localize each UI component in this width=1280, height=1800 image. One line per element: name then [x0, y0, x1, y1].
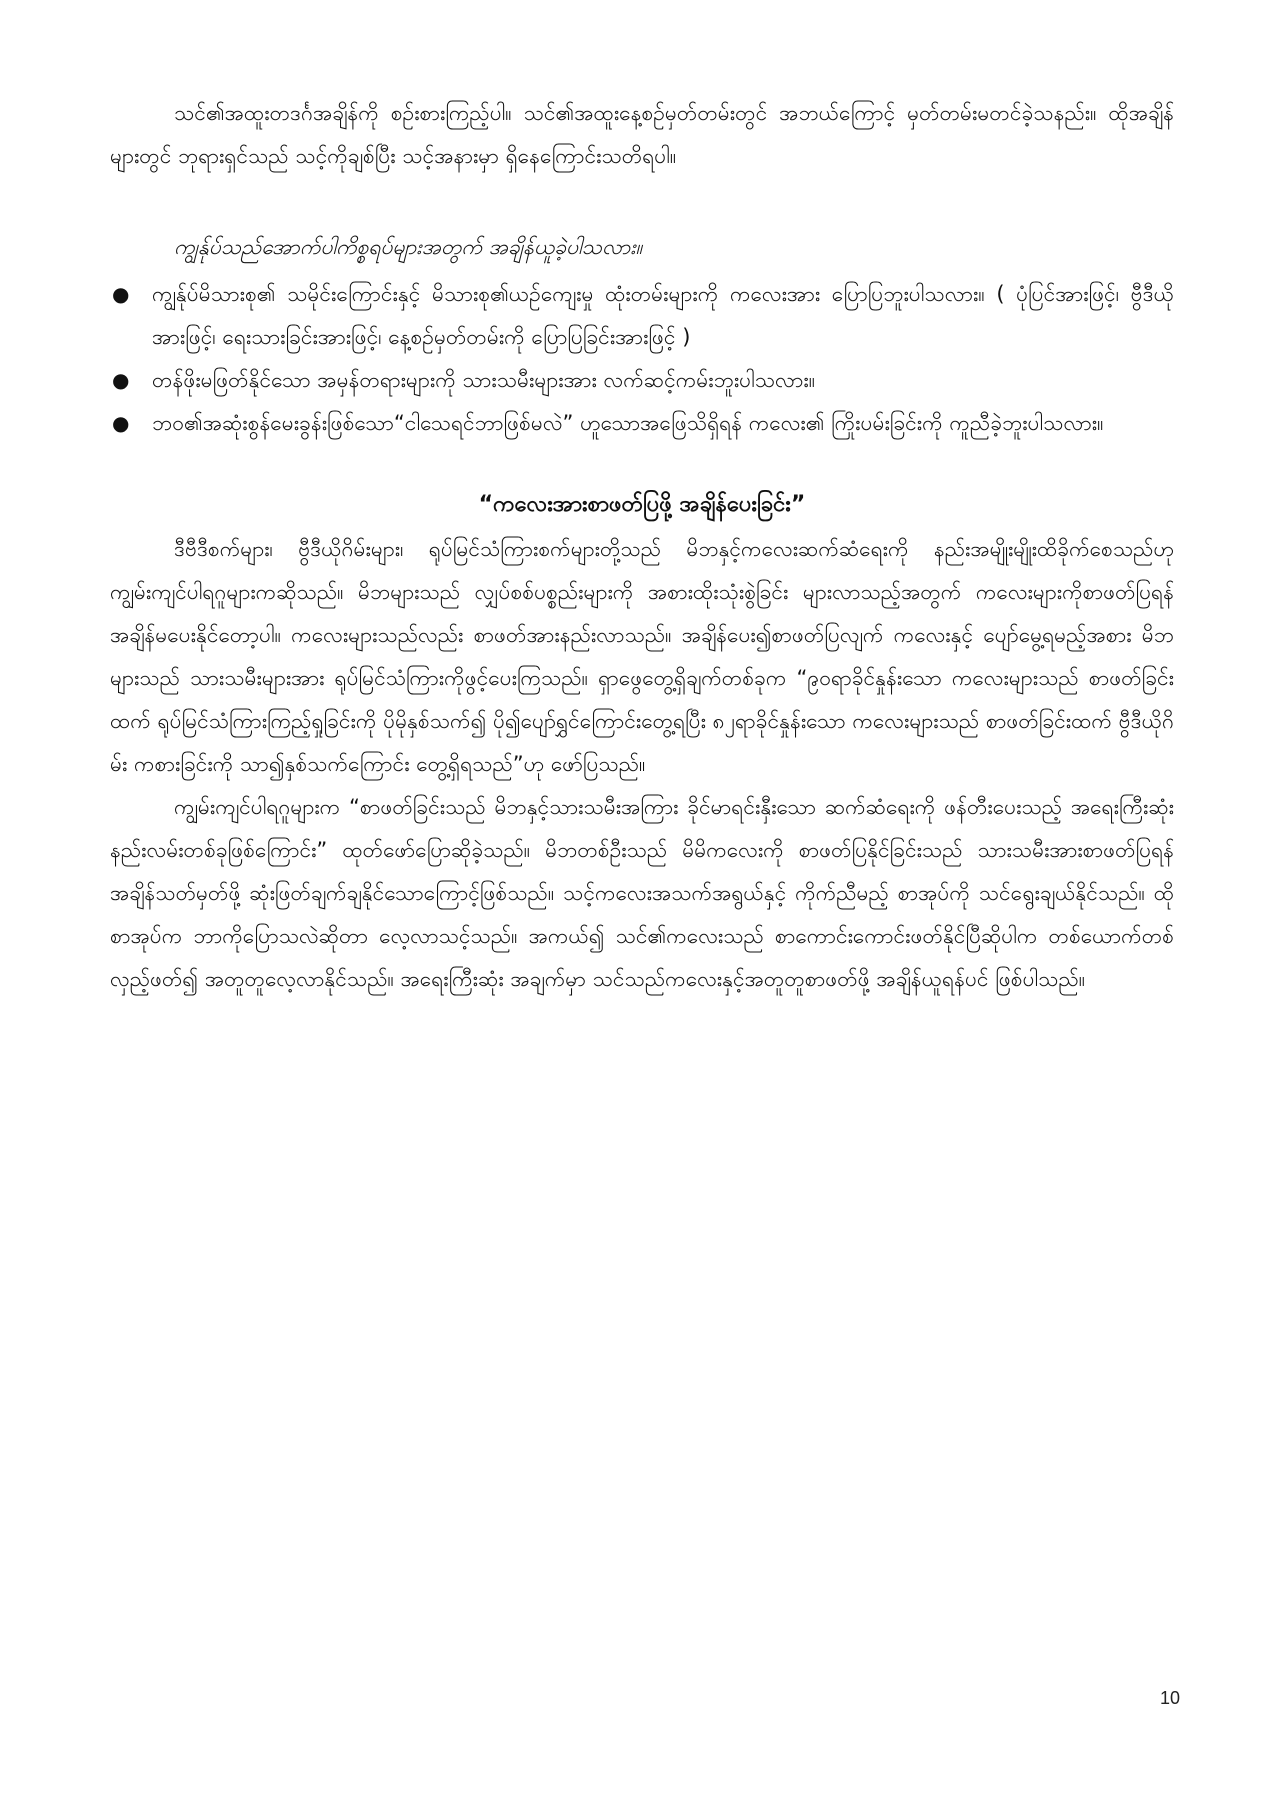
bullet-icon: ●: [112, 411, 130, 435]
checklist: [110, 273, 1174, 445]
checklist-item-text: တန်ဖိုးမဖြတ်နိုင်သော အမှန်တရားများကို သားသမီးများအား လက်ဆင့်ကမ်းဘူးပါသလား။: [152, 368, 816, 392]
section-heading: “ကလေးအားစာဖတ်ပြဖို့ အချိန်ပေးခြင်း”: [478, 492, 806, 517]
checklist-item-text: ကျွန်ုပ်မိသားစု၏ သမိုင်းကြောင်းနှင့် မိသားစု၏ယဉ်ကျေးမှု ထုံးတမ်းများကို ကလေးအား ပြောပြဘူးပါသလား။ ( ပုံပြင်အားဖြင့်၊ ဗွီဒီယိုအားဖြင့်၊ ရေးသားခြင်းအားဖြင့်၊ နေ့စဉ်မှတ်တမ်းကို ပြောပြခြင်းအားဖြင့် ): [152, 282, 1174, 349]
body-paragraph: ဒီဗီဒီစက်များ၊ ဗွီဒီယိုဂိမ်းများ၊ ရုပ်မြင်သံကြားစက်များတို့သည် မိဘနှင့်ကလေးဆက်ဆံရေးကို နည်းအမျိုးမျိုးထိခိုက်စေသည်ဟု ကျွမ်းကျင်ပါရဂူများကဆိုသည်။ မိဘများသည် လျှပ်စစ်ပစ္စည်းများကို အစားထိုးသုံးစွဲခြင်း များလာသည့်အတွက် ကလေးများကိုစာဖတ်ပြရန် အချိန်မပေးနိုင်တော့ပါ။ ကလေးများသည်လည်း စာဖတ်အားနည်းလာသည်။ အချိန်ပေး၍စာဖတ်ပြလျက် ကလေးနှင့် ပျော်မွေ့ရမည့်အစား မိဘများသည် သားသမီးများအား ရုပ်မြင်သံကြားကိုဖွင့်ပေးကြသည်။ ရှာဖွေတွေ့ရှိချက်တစ်ခုက “၉၀ရာခိုင်နှုန်းသော ကလေးများသည် စာဖတ်ခြင်းထက် ရုပ်မြင်သံကြားကြည့်ရှုခြင်းကို ပိုမိုနှစ်သက်၍ ပို၍ပျော်ရွှင်ကြောင်းတွေ့ရပြီး ၈၂ရာခိုင်နှုန်းသော ကလေးများသည် စာဖတ်ခြင်းထက် ဗွီဒီယိုဂိမ်း ကစားခြင်းကို သာ၍နှစ်သက်ကြောင်း တွေ့ရှိရသည်”ဟု ဖော်ပြသည်။: [110, 537, 1174, 776]
checklist-item: [110, 359, 1174, 402]
bullet-icon: ●: [112, 282, 130, 306]
checklist-item: [110, 402, 1174, 445]
body-paragraph: ကျွမ်းကျင်ပါရဂူများက “စာဖတ်ခြင်းသည် မိဘနှင့်သားသမီးအကြား ခိုင်မာရင်းနှီးသော ဆက်ဆံရေးကို ဖန်တီးပေးသည့် အရေးကြီးဆုံးနည်းလမ်းတစ်ခုဖြစ်ကြောင်း” ထုတ်ဖော်ပြောဆိုခဲ့သည်။ မိဘတစ်ဦးသည် မိမိကလေးကို စာဖတ်ပြနိုင်ခြင်းသည် သားသမီးအားစာဖတ်ပြရန် အချိန်သတ်မှတ်ဖို့ ဆုံးဖြတ်ချက်ချနိုင်သောကြောင့်ဖြစ်သည်။ သင့်ကလေးအသက်အရွယ်နှင့် ကိုက်ညီမည့် စာအုပ်ကို သင်ရွေးချယ်နိုင်သည်။ ထိုစာအုပ်က ဘာကိုပြောသလဲဆိုတာ လေ့လာသင့်သည်။ အကယ်၍ သင်၏ကလေးသည် စာကောင်းကောင်းဖတ်နိုင်ပြီဆိုပါက တစ်ယောက်တစ်လှည့်ဖတ်၍ အတူတူလေ့လာနိုင်သည်။ အရေးကြီးဆုံး အချက်မှာ သင်သည်ကလေးနှင့်အတူတူစာဖတ်ဖို့ အချိန်ယူရန်ပင် ဖြစ်ပါသည်။: [110, 795, 1174, 991]
checklist-item: [110, 273, 1174, 359]
document-page: [110, 92, 1174, 1652]
bullet-icon: ●: [112, 368, 130, 392]
intro-paragraph: သင်၏အထူးတဒင်္ဂအချိန်ကို စဉ်းစားကြည့်ပါ။ သင်၏အထူးနေ့စဉ်မှတ်တမ်းတွင် အဘယ်ကြောင့် မှတ်တမ်းမတင်ခဲ့သနည်း။ ထိုအချိန်များတွင် ဘုရားရှင်သည် သင့်ကိုချစ်ပြီး သင့်အနားမှာ ရှိနေကြောင်းသတိရပါ။: [110, 101, 1174, 168]
page-number: 10: [1159, 1688, 1180, 1708]
checklist-question: ကျွန်ုပ်သည်အောက်ပါကိစ္စရပ်များအတွက် အချိန်ယူခဲ့ပါသလား။: [174, 235, 642, 259]
checklist-item-text: ဘဝ၏အဆုံးစွန်မေးခွန်းဖြစ်သော“ငါသေရင်ဘာဖြစ်မလဲ” ဟူသောအဖြေသိရှိရန် ကလေး၏ ကြိုးပမ်းခြင်းကို ကူညီခဲ့ဘူးပါသလား။: [152, 411, 1104, 435]
